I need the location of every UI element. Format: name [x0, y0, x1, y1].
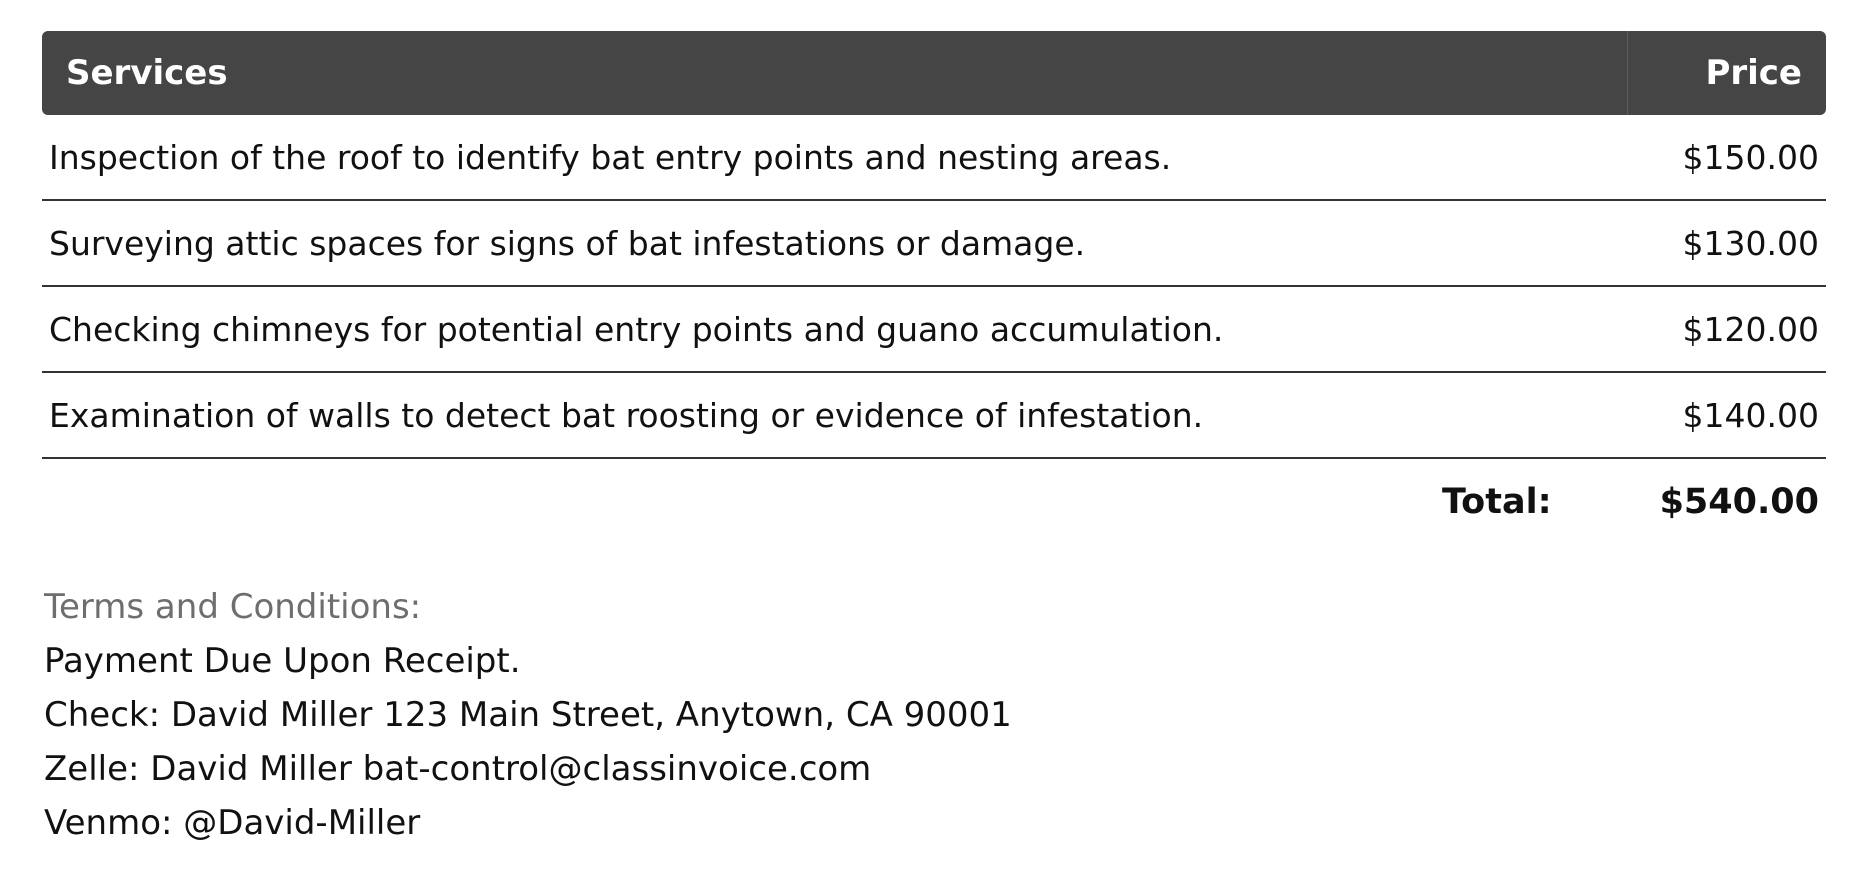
table-row — [42, 287, 1826, 373]
table-row — [42, 373, 1826, 459]
check-payment-line: Check: David Miller 123 Main Street, Anytown, CA 90001 — [44, 695, 1012, 735]
table-row — [42, 201, 1826, 287]
terms-heading: Terms and Conditions: — [44, 587, 422, 627]
table-header — [42, 31, 1826, 115]
services-column-header: Services — [42, 31, 1628, 115]
service-description: Surveying attic spaces for signs of bat infestations or damage. — [49, 223, 1086, 263]
venmo-payment-line: Venmo: @David-Miller — [44, 803, 421, 843]
service-price: $140.00 — [1682, 395, 1819, 435]
service-price: $130.00 — [1682, 223, 1819, 263]
service-description: Checking chimneys for potential entry points and guano accumulation. — [49, 309, 1224, 349]
total-row — [42, 459, 1826, 545]
service-price: $150.00 — [1682, 137, 1819, 177]
service-price: $120.00 — [1682, 309, 1819, 349]
table-row — [42, 115, 1826, 201]
service-description: Inspection of the roof to identify bat entry points and nesting areas. — [49, 137, 1172, 177]
price-column-header: Price — [1705, 53, 1802, 93]
services-table — [42, 31, 1826, 545]
payment-due-line: Payment Due Upon Receipt. — [44, 641, 521, 681]
zelle-payment-line: Zelle: David Miller bat-control@classinvoice.com — [44, 749, 872, 789]
terms-and-conditions — [44, 580, 1012, 850]
total-label: Total: — [1441, 482, 1552, 522]
total-value: $540.00 — [1659, 482, 1819, 522]
service-description: Examination of walls to detect bat roosting or evidence of infestation. — [49, 395, 1204, 435]
